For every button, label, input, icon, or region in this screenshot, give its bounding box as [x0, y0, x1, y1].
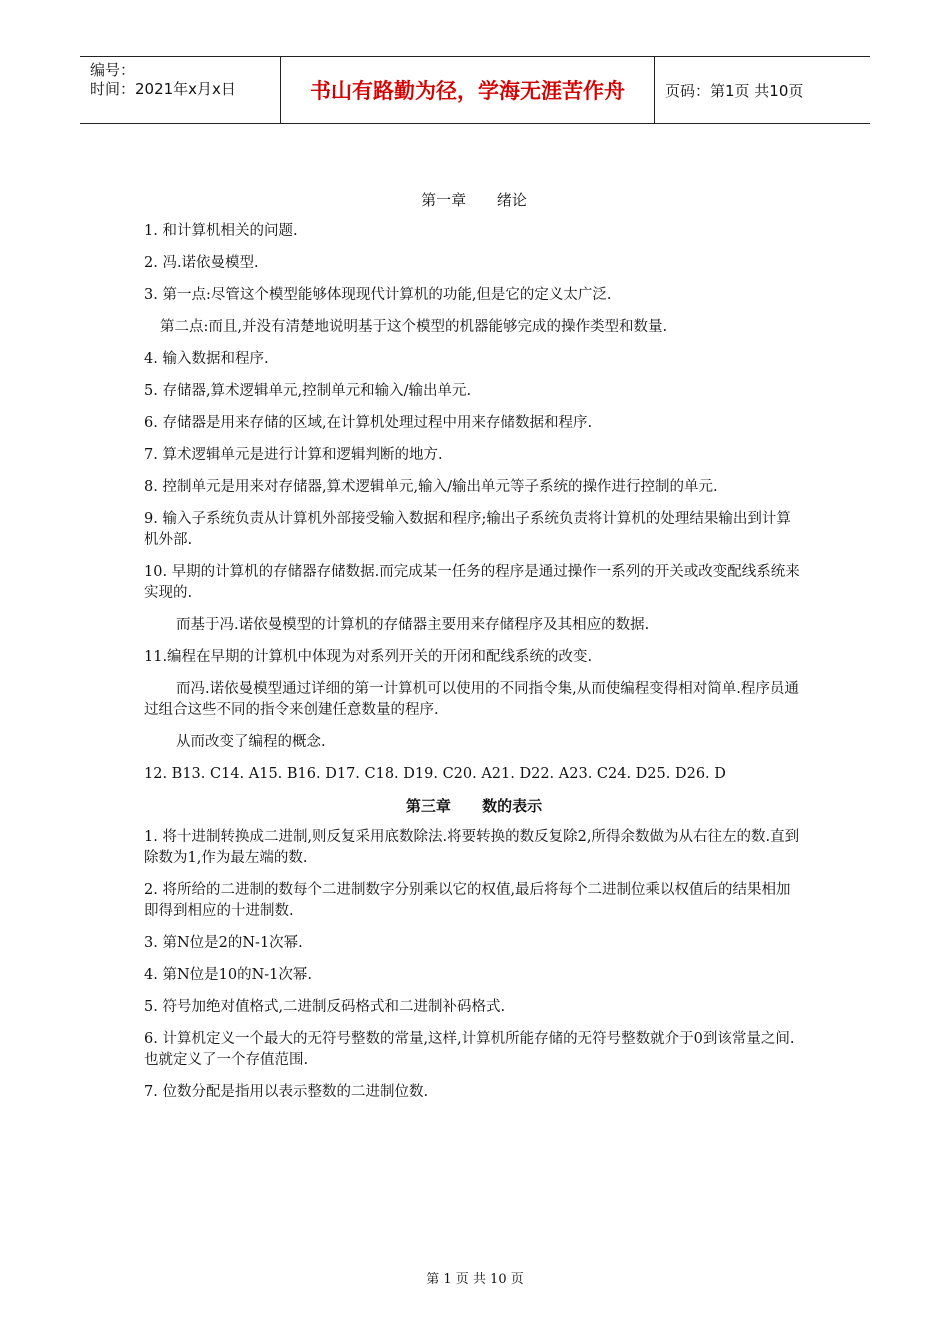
paragraph: 3. 第N位是2的N-1次幂. — [144, 935, 303, 951]
document-body — [144, 190, 804, 1114]
paragraph: 4. 第N位是10的N-1次幂. — [144, 967, 313, 983]
chapter-3-title: 第三章 数的表示 — [405, 797, 543, 815]
answer-key: 12. B13. C14. A15. B16. D17. C18. D19. C20. A21. D22. A23. C24. D25. D26. D — [144, 766, 726, 782]
paragraph: 第二点:而且,并没有清楚地说明基于这个模型的机器能够完成的操作类型和数量. — [160, 319, 668, 335]
paragraph: 5. 存储器,算术逻辑单元,控制单元和输入/输出单元. — [144, 383, 472, 399]
paragraph: 3. 第一点:尽管这个模型能够体现现代计算机的功能,但是它的定义太广泛. — [144, 287, 612, 303]
paragraph: 而基于冯.诺依曼模型的计算机的存储器主要用来存储程序及其相应的数据. — [176, 617, 650, 633]
paragraph: 10. 早期的计算机的存储器存储数据.而完成某一任务的程序是通过操作一系列的开关或改变配线系统来实现的. — [144, 564, 800, 601]
header-page-info: 页码：第1页 共10页 — [665, 81, 804, 100]
paragraph: 从而改变了编程的概念. — [176, 734, 326, 750]
chapter-1-title: 第一章 绪论 — [421, 191, 527, 209]
paragraph: 11.编程在早期的计算机中体现为对系列开关的开闭和配线系统的改变. — [144, 649, 593, 665]
page-footer: 第 1 页 共 10 页 — [426, 1272, 524, 1287]
paragraph: 5. 符号加绝对值格式,二进制反码格式和二进制补码格式. — [144, 999, 506, 1015]
paragraph: 7. 位数分配是指用以表示整数的二进制位数. — [144, 1084, 429, 1100]
paragraph: 2. 将所给的二进制的数每个二进制数字分别乘以它的权值,最后将每个二进制位乘以权值后的结果相加即得到相应的十进制数. — [144, 882, 791, 919]
page-header — [80, 56, 870, 124]
paragraph: 2. 冯.诺依曼模型. — [144, 255, 259, 271]
header-meta — [80, 57, 281, 123]
paragraph: 7. 算术逻辑单元是进行计算和逻辑判断的地方. — [144, 447, 443, 463]
header-motto: 书山有路勤为径，学海无涯苦作舟 — [281, 57, 655, 123]
paragraph: 而冯.诺依曼模型通过详细的第一计算机可以使用的不同指令集,从而使编程变得相对简单.程序员通过组合这些不同的指令来创建任意数量的程序. — [144, 681, 799, 718]
document-time-label: 时间：2021年x月x日 — [90, 80, 236, 98]
document-number-label: 编号： — [90, 61, 136, 79]
paragraph: 1. 将十进制转换成二进制,则反复采用底数除法.将要转换的数反复除2,所得余数做为从右往左的数.直到除数为1,作为最左端的数. — [144, 829, 800, 866]
paragraph: 9. 输入子系统负责从计算机外部接受输入数据和程序;输出子系统负责将计算机的处理结果输出到计算机外部. — [144, 511, 791, 548]
paragraph: 1. 和计算机相关的问题. — [144, 223, 298, 239]
paragraph: 6. 存储器是用来存储的区域,在计算机处理过程中用来存储数据和程序. — [144, 415, 593, 431]
paragraph: 4. 输入数据和程序. — [144, 351, 269, 367]
paragraph: 6. 计算机定义一个最大的无符号整数的常量,这样,计算机所能存储的无符号整数就介于0到该常量之间.也就定义了一个存值范围. — [144, 1031, 795, 1068]
paragraph: 8. 控制单元是用来对存储器,算术逻辑单元,输入/输出单元等子系统的操作进行控制的单元. — [144, 479, 718, 495]
